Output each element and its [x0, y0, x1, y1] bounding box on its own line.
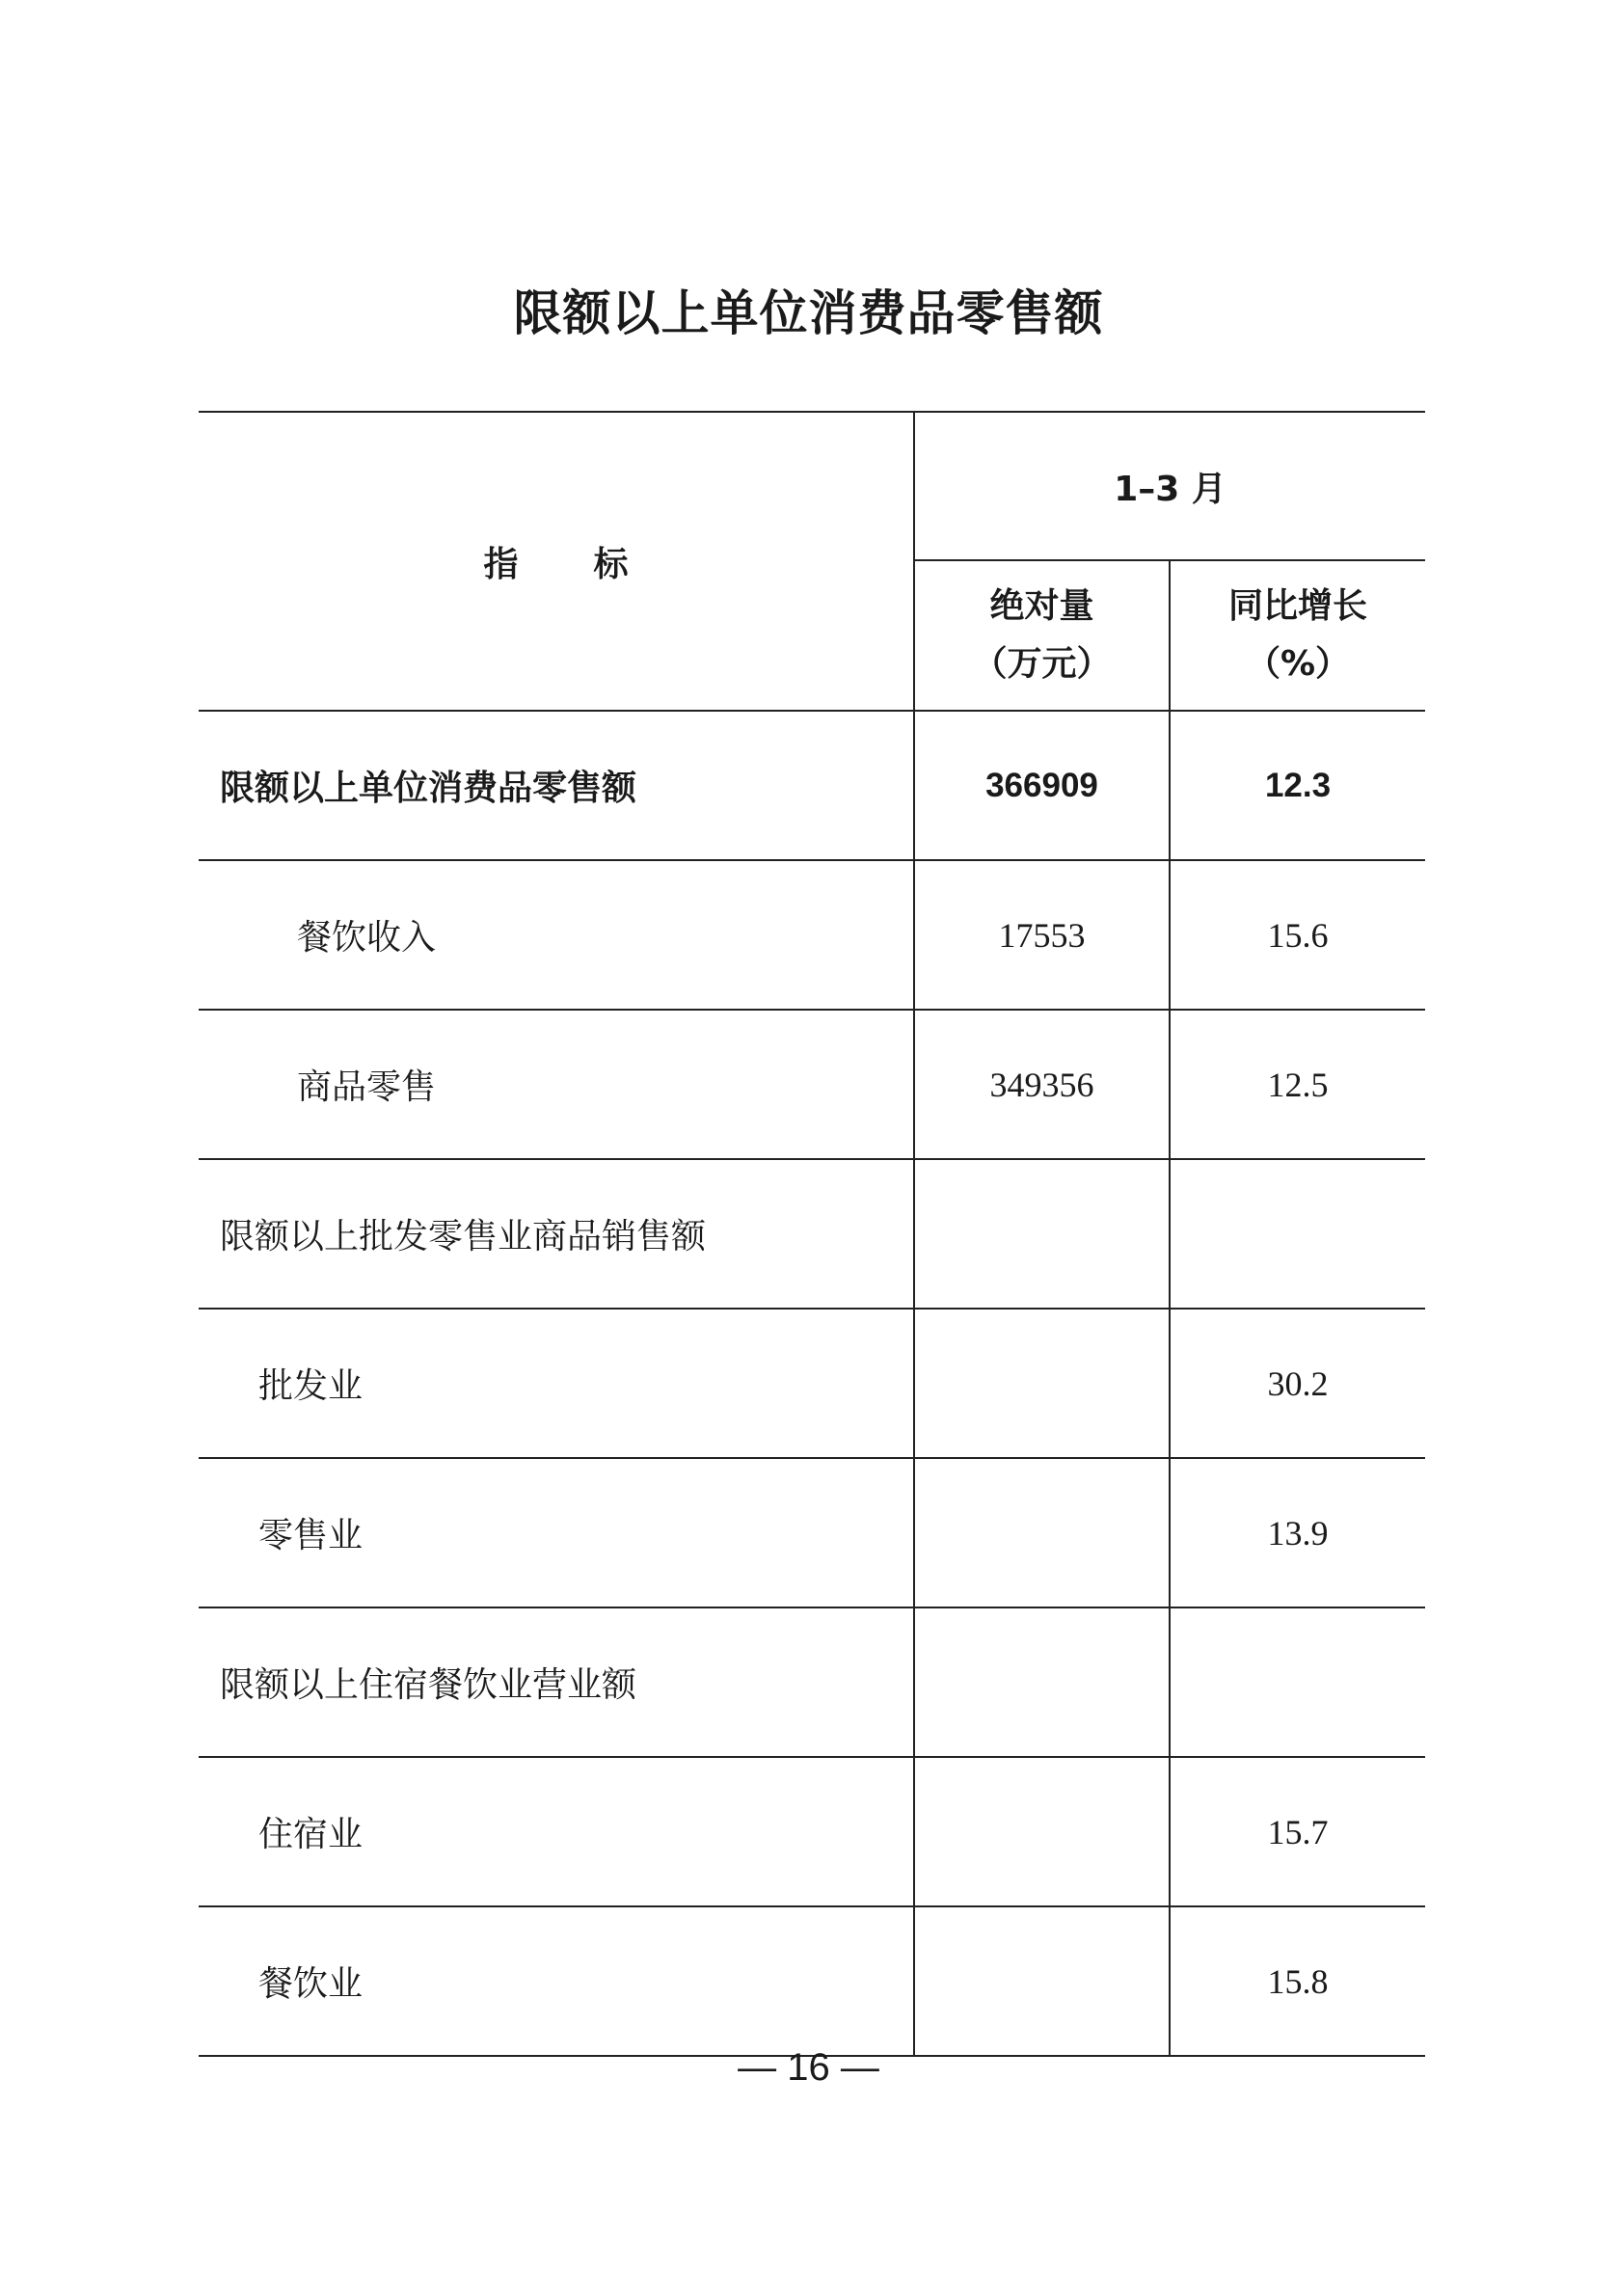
row-yoy-growth: 15.8 — [1170, 1906, 1425, 2056]
row-yoy-growth: 15.6 — [1170, 860, 1425, 1010]
row-absolute-value — [914, 1607, 1170, 1757]
indicator-header-left: 指 — [483, 544, 519, 584]
table-row — [199, 1607, 1425, 1757]
row-name: 商品零售 — [199, 1010, 914, 1159]
absolute-value-label: 绝对量 — [989, 586, 1094, 626]
absolute-value-unit: （万元） — [972, 644, 1112, 684]
table-row — [199, 1309, 1425, 1458]
retail-sales-table — [199, 411, 1425, 2057]
row-yoy-growth — [1170, 1607, 1425, 1757]
row-name: 零售业 — [199, 1458, 914, 1607]
row-yoy-growth: 30.2 — [1170, 1309, 1425, 1458]
row-yoy-growth: 13.9 — [1170, 1458, 1425, 1607]
yoy-growth-label: 同比增长 — [1228, 586, 1368, 626]
row-absolute-value — [914, 1906, 1170, 2056]
row-name: 批发业 — [199, 1309, 914, 1458]
row-absolute-value: 366909 — [914, 711, 1170, 860]
row-absolute-value: 17553 — [914, 860, 1170, 1010]
indicator-header-right: 标 — [593, 544, 629, 584]
row-absolute-value — [914, 1309, 1170, 1458]
row-name: 餐饮业 — [199, 1906, 914, 2056]
table-row — [199, 1458, 1425, 1607]
yoy-growth-unit: （%） — [1245, 644, 1351, 684]
row-yoy-growth: 12.3 — [1170, 711, 1425, 860]
row-name: 餐饮收入 — [199, 860, 914, 1010]
yoy-growth-header — [1170, 560, 1425, 711]
absolute-value-header — [914, 560, 1170, 711]
row-absolute-value — [914, 1458, 1170, 1607]
row-absolute-value — [914, 1757, 1170, 1906]
row-name: 住宿业 — [199, 1757, 914, 1906]
row-name: 限额以上单位消费品零售额 — [199, 711, 914, 860]
period-header: 1–3 月 — [914, 412, 1425, 560]
page-number: — 16 — — [738, 2046, 879, 2089]
table-row — [199, 860, 1425, 1010]
table-row — [199, 1010, 1425, 1159]
row-yoy-growth: 12.5 — [1170, 1010, 1425, 1159]
row-absolute-value — [914, 1159, 1170, 1309]
row-yoy-growth: 15.7 — [1170, 1757, 1425, 1906]
row-yoy-growth — [1170, 1159, 1425, 1309]
table-row — [199, 711, 1425, 860]
table-row — [199, 1159, 1425, 1309]
header-row-period — [199, 412, 1425, 560]
row-name: 限额以上住宿餐饮业营业额 — [199, 1607, 914, 1757]
page-title: 限额以上单位消费品零售额 — [513, 285, 1104, 341]
indicator-header — [199, 412, 914, 711]
table-row — [199, 1757, 1425, 1906]
table-row — [199, 1906, 1425, 2056]
row-absolute-value: 349356 — [914, 1010, 1170, 1159]
row-name: 限额以上批发零售业商品销售额 — [199, 1159, 914, 1309]
